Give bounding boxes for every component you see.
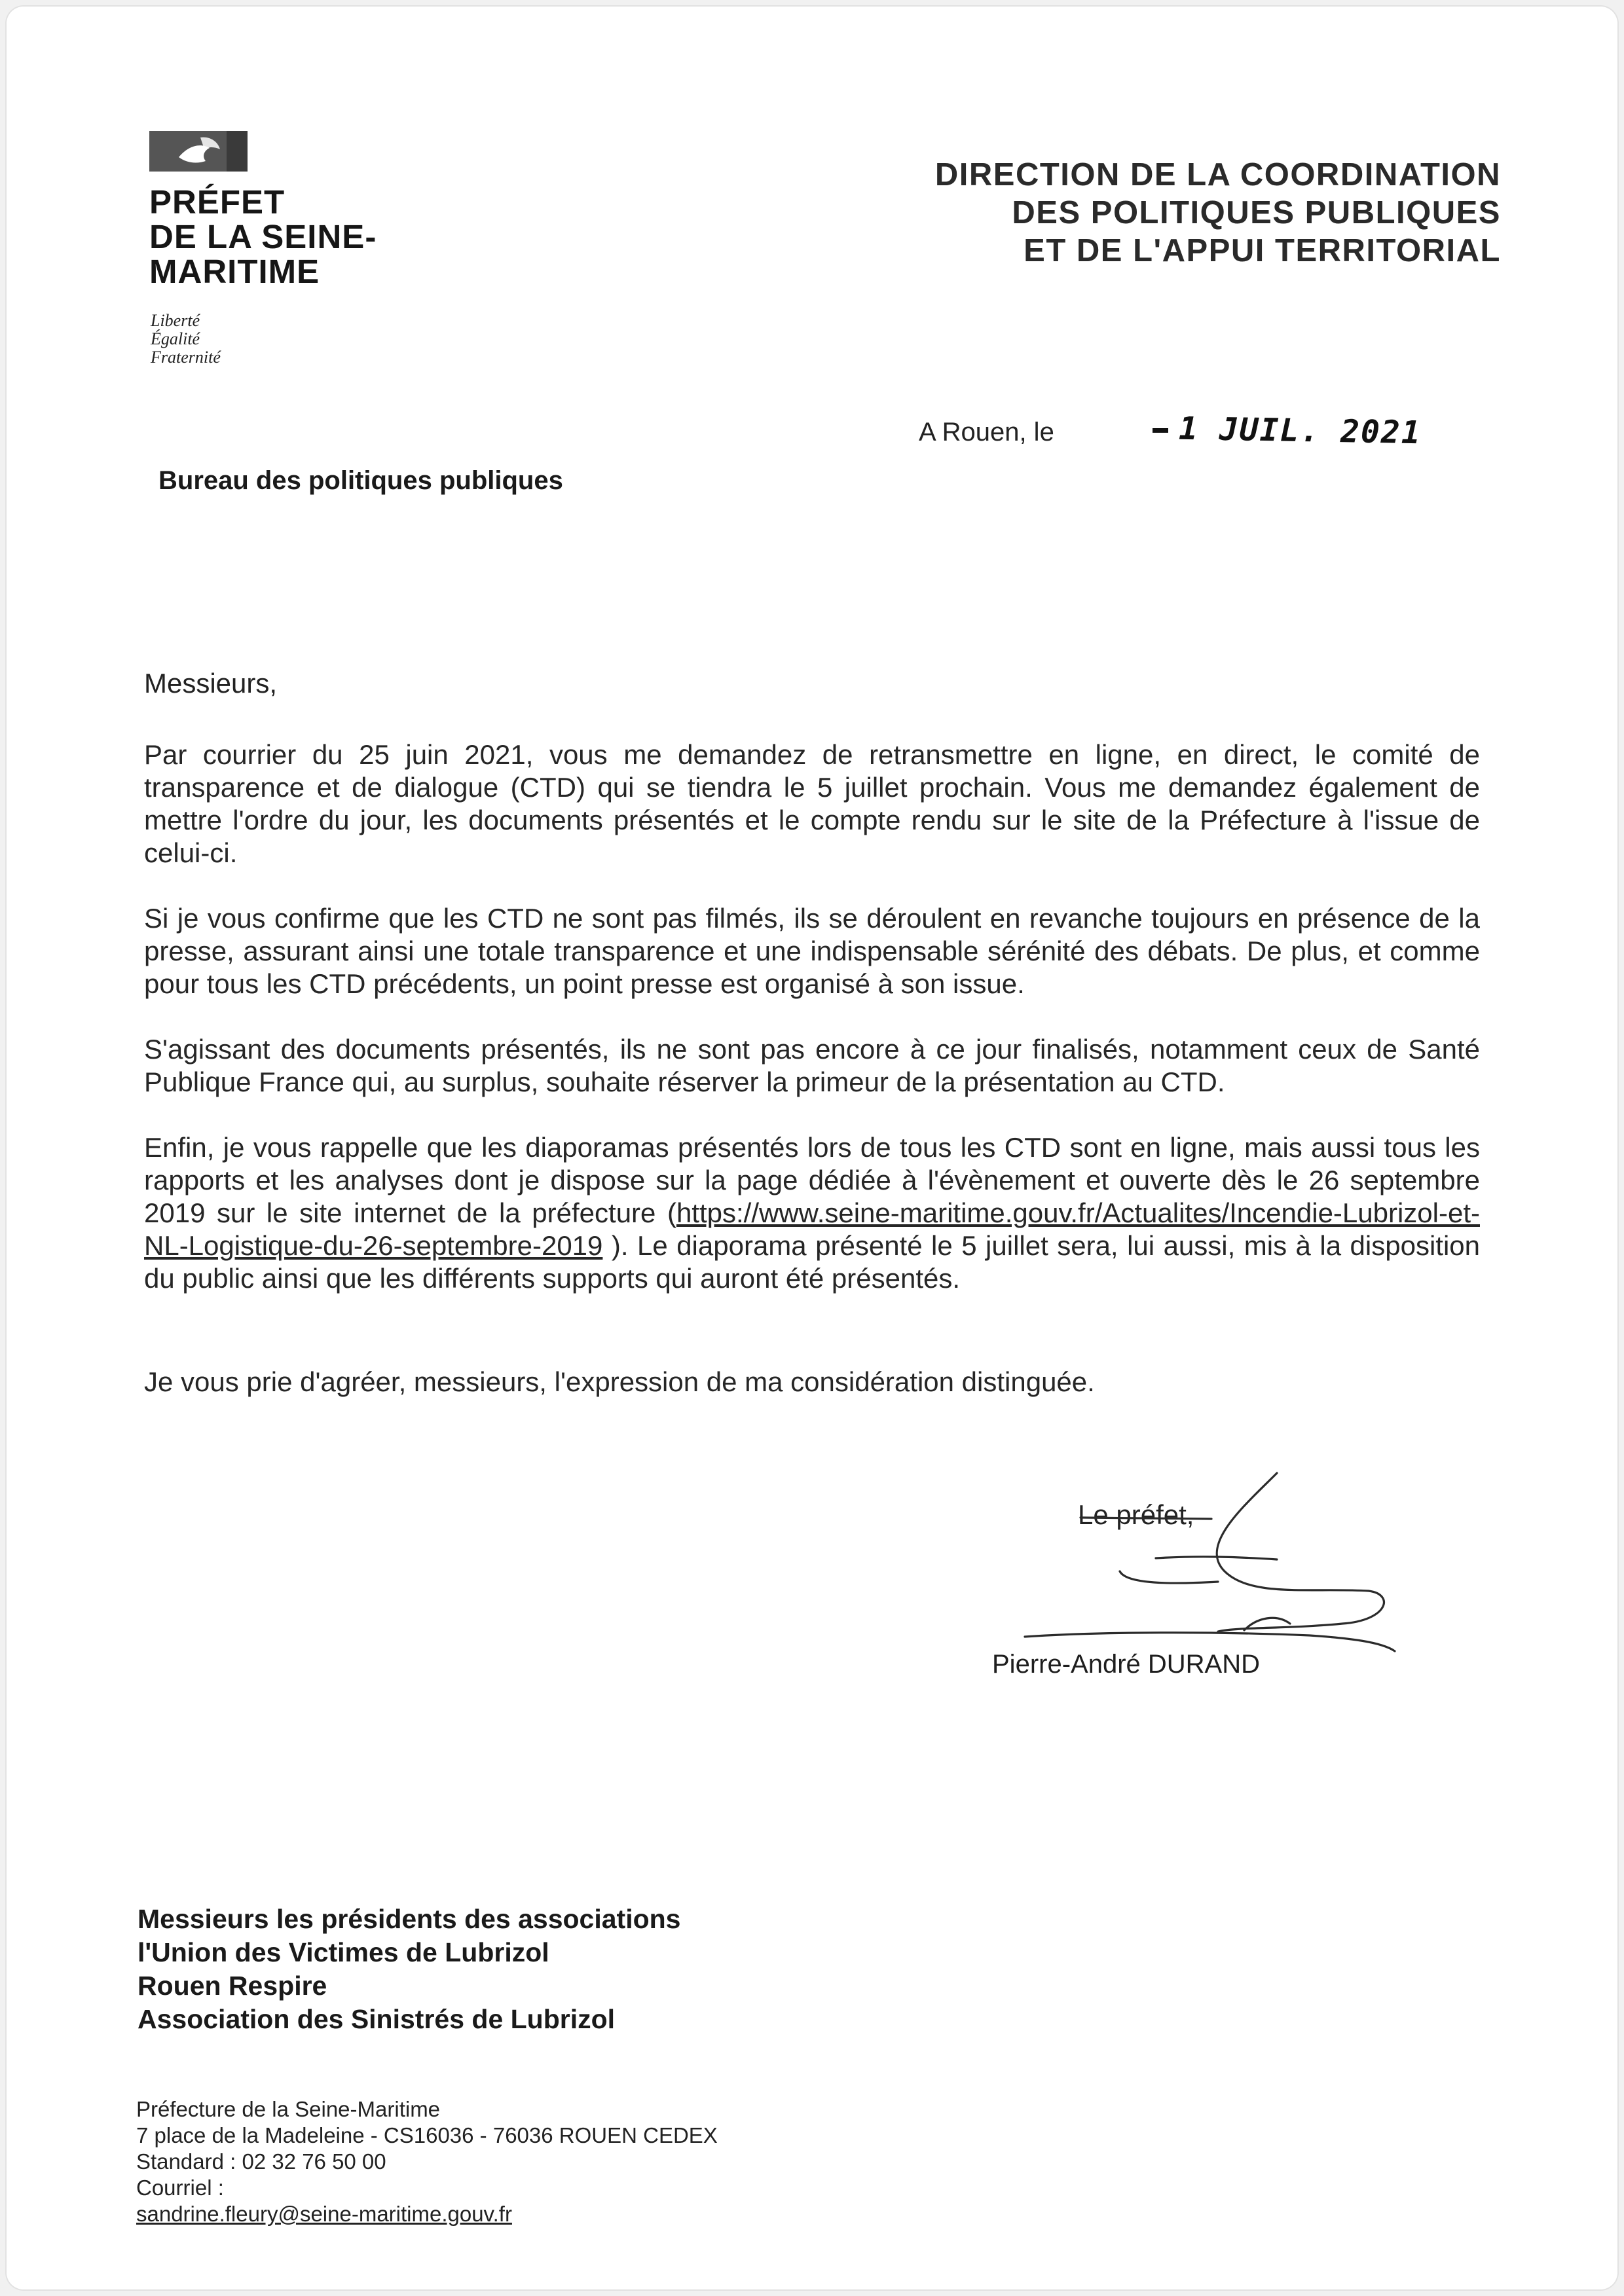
place-label: A Rouen, le [919, 418, 1054, 446]
paragraph-5: Je vous prie d'agréer, messieurs, l'expression de ma considération distinguée. [144, 1366, 1095, 1397]
recipient-line-2: l'Union des Victimes de Lubrizol [138, 1937, 549, 1967]
paragraph-3: S'agissant des documents présentés, ils ne sont pas encore à ce jour finalisés, notamment ceux de Santé Publique France qui, au surplus, souhaite réserver la primeur de la présentation au CTD. [144, 1034, 1480, 1097]
footer-standard: Standard : 02 32 76 50 00 [136, 2149, 386, 2174]
recipient-line-3: Rouen Respire [138, 1971, 327, 2001]
courriel-link[interactable]: sandrine.fleury@seine-maritime.gouv.fr [136, 2202, 512, 2226]
salutation: Messieurs, [144, 668, 278, 699]
prefet-line-1: PRÉFET [149, 183, 286, 221]
lubrizol-page-link[interactable]: https://www.seine-maritime.gouv.fr/Actualites/Incendie-Lubrizol-et-NL-Logistique-du-26-septembre-2019 [144, 1197, 1480, 1261]
direction-header [935, 156, 1501, 270]
recipient-line-4: Association des Sinistrés de Lubrizol [138, 2004, 616, 2034]
recipients-block [138, 1903, 681, 2036]
direction-line-3: ET DE L'APPUI TERRITORIAL [1024, 233, 1501, 268]
recipient-line-1: Messieurs les présidents des associations [138, 1904, 681, 1934]
devise-egalite: Égalité [151, 329, 200, 348]
devise-fraternite: Fraternité [151, 348, 221, 367]
signature-title: Le préfet, [1078, 1499, 1194, 1530]
paragraph-2: Si je vous confirme que les CTD ne sont pas filmés, ils se déroulent en revanche toujours en présence de la presse, assurant ainsi une totale transparence et une indispensable sérénité des débats. De plus, et comme pour tous les CTD précédents, un point presse est organisé à son issue. [144, 903, 1480, 999]
date-stamp-dash [1153, 428, 1168, 433]
prefet-line-2: DE LA SEINE- [149, 218, 377, 255]
direction-line-2: DES POLITIQUES PUBLIQUES [1012, 195, 1501, 230]
prefet-title [149, 185, 377, 289]
handwritten-signature [1002, 1460, 1414, 1683]
paragraph-4-end: ). Le diaporama présenté le 5 juillet sera, lui aussi, mis à la disposition du public ainsi que les différents supports qui auront été présentés. [144, 1230, 1480, 1294]
paragraph-4 [144, 1131, 1480, 1295]
paragraph-1: Par courrier du 25 juin 2021, vous me demandez de retransmettre en ligne, en direct, le comité de transparence et de dialogue (CTD) qui se tiendra le 5 juillet prochain. Vous me demandez également de mettre l'ordre du jour, les documents présentés et le compte rendu sur le site de la Préfecture à l'issue de celui-ci. [144, 739, 1480, 868]
direction-line-1: DIRECTION DE LA COORDINATION [934, 157, 1501, 192]
signatory-name: Pierre-André DURAND [992, 1650, 1260, 1679]
marianne-logo [149, 131, 248, 172]
footer-address: 7 place de la Madeleine - CS16036 - 76036 ROUEN CEDEX [136, 2123, 718, 2147]
devise [151, 312, 221, 367]
courriel-label: Courriel : [136, 2176, 224, 2200]
date-stamp: 1 JUIL. 2021 [1178, 410, 1422, 452]
footer-org: Préfecture de la Seine-Maritime [136, 2097, 441, 2121]
footer-courriel [136, 2175, 718, 2227]
bureau-label: Bureau des politiques publiques [158, 466, 563, 495]
devise-liberte: Liberté [151, 311, 200, 330]
paragraph-4-text: Enfin, je vous rappelle que les diaporamas présentés lors de tous les CTD sont en ligne, mais aussi tous les rapports et les analyses dont je dispose sur la page dédiée à l'évènement et ouverte dès le 26 septembre 2019 sur le site internet de la préfecture ( [144, 1132, 1480, 1228]
footer-contact [136, 2096, 718, 2227]
letter-page [7, 7, 1617, 2289]
prefet-line-3: MARITIME [149, 253, 320, 290]
